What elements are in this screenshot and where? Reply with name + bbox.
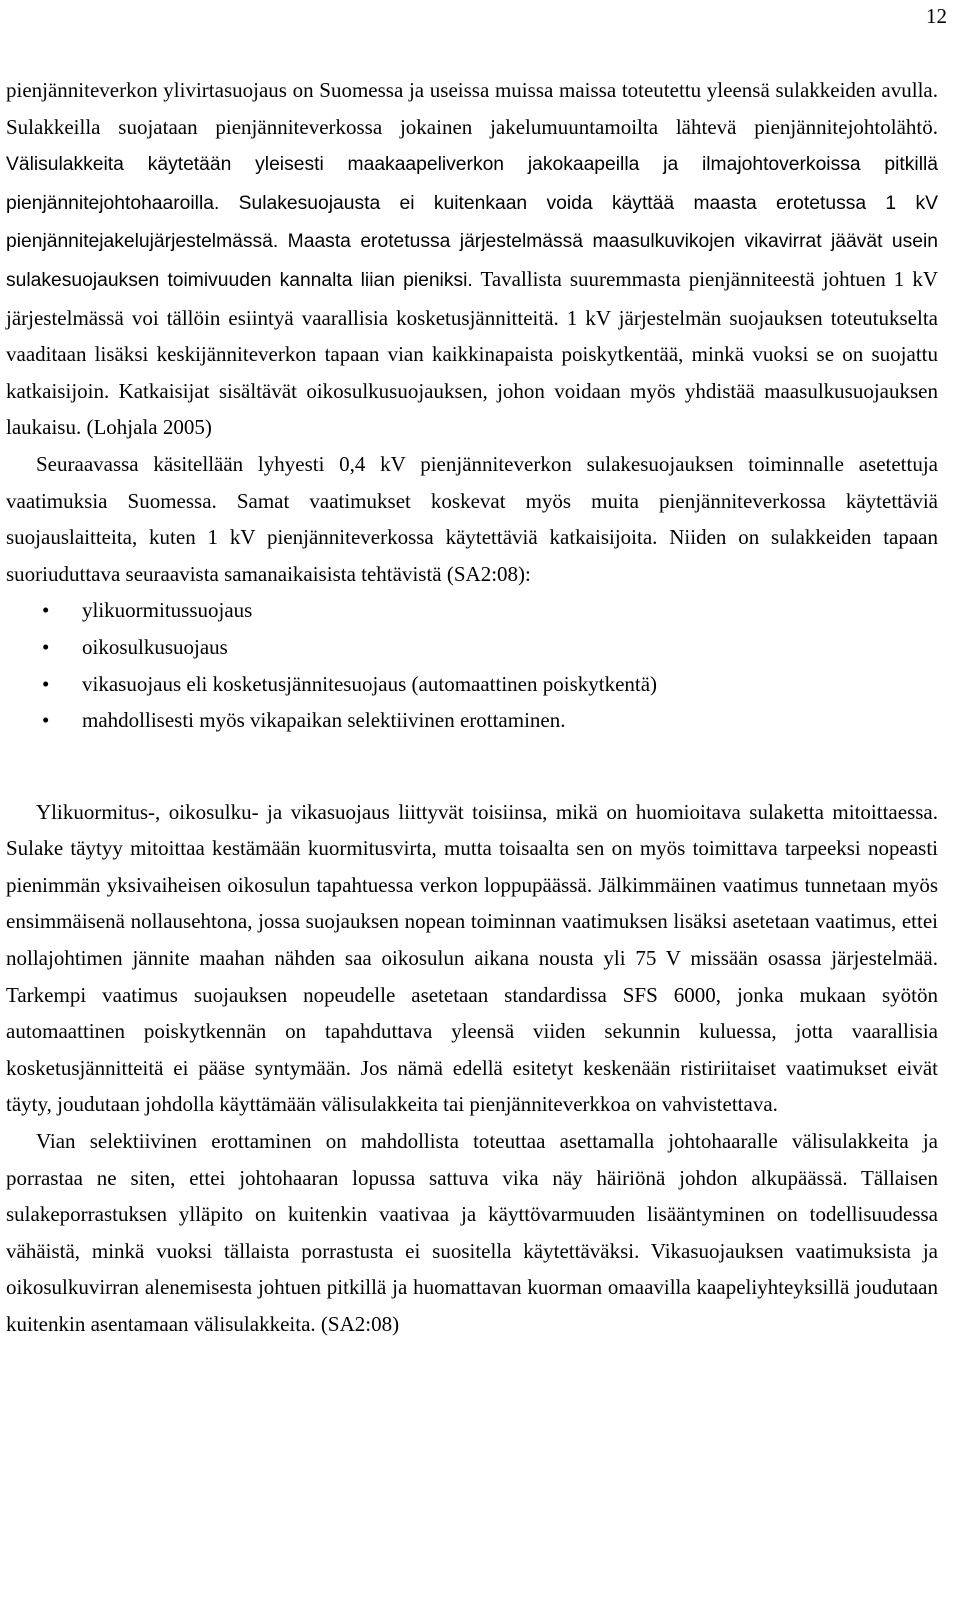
requirements-list <box>6 592 938 738</box>
paragraph-4: Vian selektiivinen erottaminen on mahdollista toteuttaa asettamalla johtohaaralle välisulakkeita ja porrastaa ne siten, ettei johtohaaran lopussa sattuva vika näy häiriönä johdon alkupäässä. Tällaisen sulakeporrastuksen ylläpito on kuitenkin vaativaa ja käyttövarmuuden lisääntyminen on todellisuudessa vähäistä, minkä vuoksi tällaista porrastusta ei suositella käytettäväksi. Vikasuojauksen vaatimuksista ja oikosulkuvirran alenemisesta johtuen pitkillä ja huomattavan kuorman omaavilla kaapeliyhteyksillä joudutaan kuitenkin asentamaan välisulakkeita. (SA2:08) <box>6 1129 938 1336</box>
section-spacer <box>6 739 938 794</box>
list-item <box>6 666 938 703</box>
paragraph-1-sentence-c: Tavallista suuremmasta pienjänniteestä johtuen 1 kV järjestelmässä voi tällöin esiintyä vaarallisia kosketusjännitteitä. 1 kV järjestelmän suojauksen toteutukselta vaaditaan lisäksi keskijänniteverkon tapaan vian kaikkinapaista poiskytkentää, minkä vuoksi se on suojattu katkaisijoin. Katkaisijat sisältävät oikosulkusuojauksen, johon voidaan myös yhdistää maasulkusuojauksen laukaisu. (Lohjala 2005) <box>6 266 939 440</box>
bullet-icon: • <box>42 598 50 623</box>
page-number: 12 <box>926 4 947 28</box>
list-item <box>6 702 938 739</box>
list-item-text: mahdollisesti myös vikapaikan selektiivinen erottaminen. <box>82 708 566 733</box>
bullet-icon: • <box>42 671 50 696</box>
list-item-text: vikasuojaus eli kosketusjännitesuojaus (automaattinen poiskytkentä) <box>82 671 658 696</box>
paragraph-1-sentence-b: Välisulakkeita käytetään yleisesti maakaapeliverkon jakokaapeilla ja ilmajohtoverkoissa pitkillä pienjännitejohtohaaroilla. Sulakesuojausta ei kuitenkaan voida käyttää maasta erotetussa 1 kV pienjännitejakelujärjestelmässä. Maasta erotetussa järjestelmässä maasulkuvikojen vikavirrat jäävät usein sulakesuojauksen toimivuuden kannalta liian pieniksi. <box>6 154 938 291</box>
list-item <box>6 592 938 629</box>
list-item <box>6 629 938 666</box>
paragraph-2: Seuraavassa käsitellään lyhyesti 0,4 kV pienjänniteverkon sulakesuojauksen toiminnalle asetettuja vaatimuksia Suomessa. Samat vaatimukset koskevat myös muita pienjänniteverkossa käytettäviä suojauslaitteita, kuten 1 kV pienjänniteverkossa käytettäviä katkaisijoita. Niiden on sulakkeiden tapaan suoriuduttava seuraavista samanaikaisista tehtävistä (SA2:08): <box>6 451 938 586</box>
paragraph-1 <box>6 72 938 446</box>
list-item-text: oikosulkusuojaus <box>82 634 228 659</box>
list-item-text: ylikuormitussuojaus <box>82 598 253 623</box>
bullet-icon: • <box>42 708 50 733</box>
document-body <box>6 72 938 1343</box>
paragraph-1-sentence-a: pienjänniteverkon ylivirtasuojaus on Suomessa ja useissa muissa maissa toteutettu yleensä sulakkeiden avulla. Sulakkeilla suojataan pienjänniteverkossa jokainen jakelumuuntamoilta lähtevä pienjännitejohtolähtö. <box>6 78 938 139</box>
bullet-icon: • <box>42 634 50 659</box>
paragraph-3: Ylikuormitus-, oikosulku- ja vikasuojaus liittyvät toisiinsa, mikä on huomioitava sulaketta mitoittaessa. Sulake täytyy mitoittaa kestämään kuormitusvirta, mutta toisaalta sen on myös toimittava tarpeeksi nopeasti pienimmän yksivaiheisen oikosulun tapahtuessa verkon loppupäässä. Jälkimmäinen vaatimus tunnetaan myös ensimmäisenä nollausehtona, jossa suojauksen nopean toiminnan vaatimuksen lisäksi asetetaan vaatimus, ettei nollajohtimen jännite maahan nähden saa oikosulun aikana nousta yli 75 V missään osassa järjestelmää. Tarkempi vaatimus suojauksen nopeudelle asetetaan standardissa SFS 6000, jonka mukaan syötön automaattinen poiskytkennän on tapahduttava yleensä viiden sekunnin kuluessa, jotta vaarallisia kosketusjännitteitä ei pääse syntymään. Jos nämä edellä esitetyt keskenään ristiriitaiset vaatimukset eivät täyty, joudutaan johdolla käyttämään välisulakkeita tai pienjänniteverkkoa on vahvistettava. <box>6 799 938 1117</box>
